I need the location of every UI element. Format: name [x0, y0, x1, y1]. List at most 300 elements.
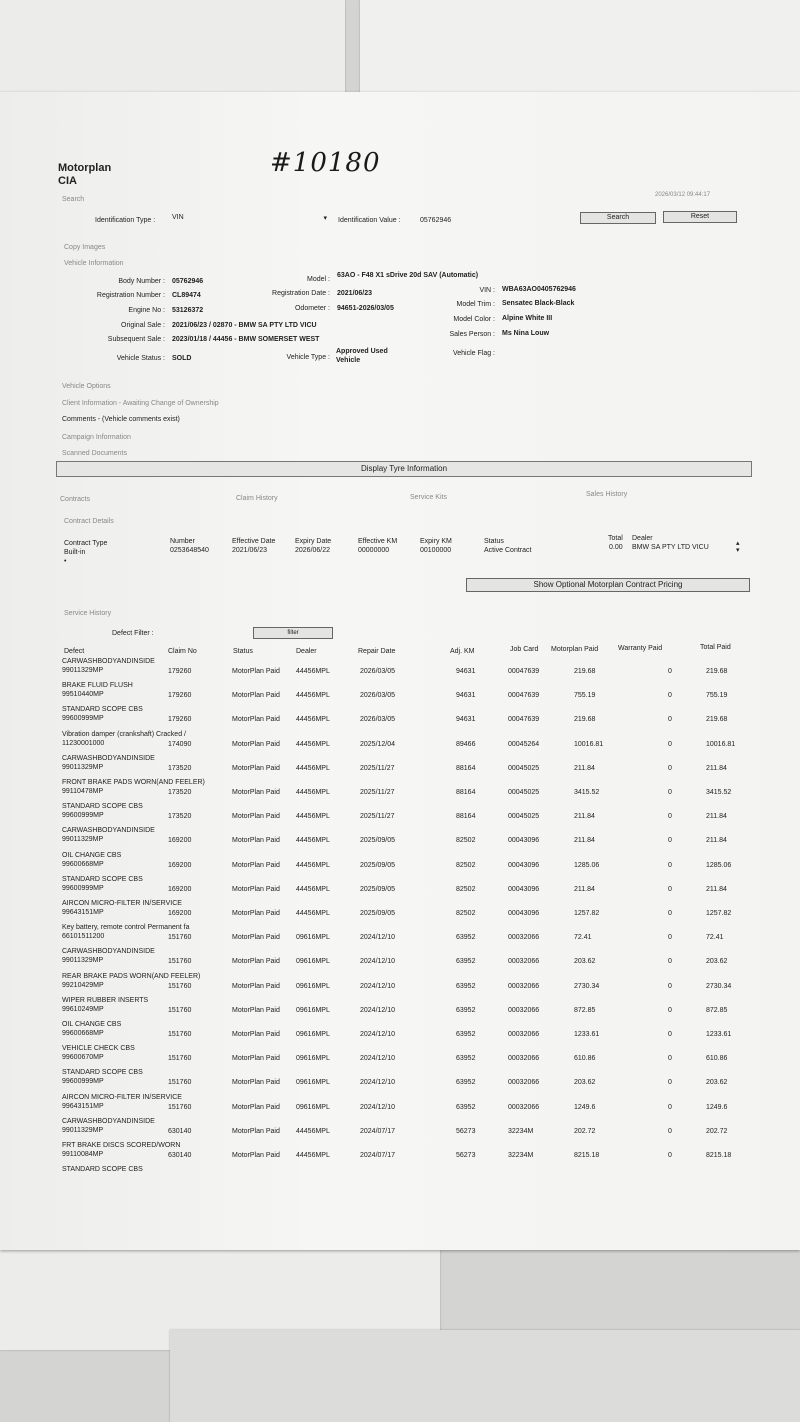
row-part-number: 99011329MP: [62, 1126, 104, 1134]
id-type-label: Identification Type :: [95, 217, 156, 224]
row-part-number: 66101511200: [62, 933, 105, 941]
row-warranty-paid: 0: [668, 764, 672, 772]
row-repair-date: 2025/11/27: [360, 813, 395, 821]
row-total-paid: 2730.34: [706, 982, 732, 990]
vehicle-status-label: Vehicle Status :: [116, 355, 165, 362]
row-status: MotorPlan Paid: [232, 1103, 280, 1111]
model-trim-value: Sensatec Black-Black: [502, 300, 575, 307]
row-claim-no: 151760: [168, 1103, 192, 1111]
contract-effective-km-value: 00000000: [358, 547, 390, 554]
row-warranty-paid: 0: [668, 837, 672, 845]
tab-contracts[interactable]: Contracts: [60, 496, 90, 503]
campaign-information-link[interactable]: Campaign Information: [62, 434, 131, 441]
row-adj-km: 63952: [456, 934, 476, 942]
contract-header-number: Number: [170, 538, 195, 545]
contract-header-type: Contract Type: [64, 540, 108, 547]
row-repair-date: 2024/12/10: [360, 1103, 396, 1111]
row-motorplan-paid: 203.62: [574, 1079, 596, 1087]
row-motorplan-paid: 219.68: [574, 716, 596, 724]
row-adj-km: 88164: [456, 789, 476, 796]
row-status: MotorPlan Paid: [232, 692, 280, 700]
row-job-card: 00032066: [508, 1031, 540, 1038]
row-claim-no: 169200: [168, 861, 192, 869]
row-total-paid: 1257.82: [706, 910, 732, 917]
table-row: [0, 779, 800, 803]
vehicle-type-value: Approved Used Vehicle: [336, 348, 388, 364]
display-tyre-button[interactable]: Display Tyre Information: [56, 461, 752, 477]
row-warranty-paid: 0: [668, 668, 672, 675]
row-adj-km: 94631: [456, 716, 476, 724]
row-motorplan-paid: 202.72: [574, 1127, 596, 1135]
tab-sales-history[interactable]: Sales History: [586, 491, 628, 498]
row-repair-date: 2024/07/17: [360, 1152, 396, 1159]
row-total-paid: 219.68: [706, 668, 728, 675]
row-part-number: 99210429MP: [62, 981, 104, 989]
row-total-paid: 1233.61: [706, 1031, 732, 1038]
row-dealer: 44456MPL: [296, 668, 330, 675]
row-motorplan-paid: 211.84: [574, 764, 595, 772]
row-motorplan-paid: 1285.06: [574, 861, 600, 869]
row-job-card: 00047639: [508, 716, 540, 724]
row-defect: VEHICLE CHECK CBS: [62, 1045, 135, 1053]
tab-service-kits[interactable]: Service Kits: [410, 494, 447, 501]
odometer-value: 94651-2026/03/05: [337, 305, 394, 312]
row-part-number: 99011329MP: [62, 667, 104, 674]
row-motorplan-paid: 211.84: [574, 885, 595, 893]
row-job-card: 00045025: [508, 764, 540, 772]
row-status: MotorPlan Paid: [232, 813, 280, 821]
table-row: [0, 876, 800, 900]
id-type-select[interactable]: [172, 214, 327, 225]
row-warranty-paid: 0: [668, 1031, 672, 1038]
row-dealer: 44456MPL: [296, 1127, 330, 1135]
row-claim-no: 179260: [168, 668, 192, 675]
col-header-adj-km: Adj. KM: [450, 648, 475, 655]
registration-date-label: Registration Date :: [272, 290, 330, 297]
table-row: [0, 658, 800, 682]
print-timestamp: 2026/03/12 09:44:17: [655, 192, 711, 198]
model-value: 63AO - F48 X1 sDrive 20d SAV (Automatic): [337, 272, 479, 279]
row-repair-date: 2025/11/27: [360, 764, 395, 772]
defect-filter-label: Defect Filter :: [112, 630, 154, 637]
col-header-total-paid: Total Paid: [700, 644, 731, 651]
row-status: MotorPlan Paid: [232, 1127, 280, 1135]
table-row: [0, 1142, 800, 1166]
row-defect: STANDARD SCOPE CBS: [62, 875, 143, 883]
row-motorplan-paid: 1233.61: [574, 1031, 600, 1038]
row-claim-no: 169200: [168, 885, 192, 893]
row-repair-date: 2024/12/10: [360, 1079, 396, 1087]
row-motorplan-paid: 211.84: [574, 837, 595, 845]
row-part-number: 99110478MP: [62, 788, 104, 795]
table-row: [0, 682, 800, 706]
row-part-number: 99011329MP: [62, 836, 104, 844]
row-status: MotorPlan Paid: [232, 982, 280, 990]
contract-header-total: Total: [608, 535, 623, 542]
row-warranty-paid: 0: [668, 1127, 672, 1135]
sort-arrows-icon[interactable]: ▴ ▾: [736, 540, 740, 554]
row-repair-date: 2026/03/05: [360, 692, 396, 700]
row-claim-no: 630140: [168, 1127, 192, 1135]
row-total-paid: 211.84: [706, 885, 727, 893]
background-paper: [170, 1330, 800, 1422]
row-total-paid: 3415.52: [706, 789, 732, 796]
row-repair-date: 2026/03/05: [360, 716, 396, 724]
row-adj-km: 56273: [456, 1127, 476, 1135]
table-row: [0, 803, 800, 827]
col-header-dealer: Dealer: [296, 648, 317, 655]
row-claim-no: 174090: [168, 740, 192, 748]
row-job-card: 00043096: [508, 910, 540, 917]
row-dealer: 09616MPL: [296, 1031, 330, 1038]
row-status: MotorPlan Paid: [232, 1031, 280, 1038]
row-status: MotorPlan Paid: [232, 958, 280, 966]
id-value-input[interactable]: 05762946: [420, 217, 452, 224]
model-trim-label: Model Trim :: [456, 301, 495, 308]
sales-person-label: Sales Person :: [449, 331, 495, 338]
row-claim-no: 173520: [168, 789, 192, 796]
row-motorplan-paid: 72.41: [574, 934, 592, 942]
row-total-paid: 211.84: [706, 813, 727, 821]
app-subtitle: CIA: [58, 175, 77, 187]
row-warranty-paid: 0: [668, 1055, 672, 1063]
row-defect: CARWASHBODYANDINSIDE: [62, 827, 155, 835]
row-status: MotorPlan Paid: [232, 1055, 280, 1063]
row-part-number: 11230001000: [62, 739, 105, 747]
row-defect: OIL CHANGE CBS: [62, 851, 122, 859]
row-part-number: 99600999MP: [62, 1078, 104, 1086]
row-adj-km: 63952: [456, 982, 476, 990]
row-defect: CARWASHBODYANDINSIDE: [62, 658, 155, 665]
row-part-number: 99643151MP: [62, 1102, 104, 1110]
row-repair-date: 2024/12/10: [360, 958, 396, 966]
original-sale-value: 2021/06/23 / 02870 - BMW SA PTY LTD VICU: [172, 322, 317, 329]
row-warranty-paid: 0: [668, 958, 672, 966]
row-adj-km: 82502: [456, 861, 476, 869]
row-status: MotorPlan Paid: [232, 789, 280, 796]
row-total-paid: 755.19: [706, 692, 728, 700]
id-value-label: Identification Value :: [338, 217, 401, 224]
row-warranty-paid: 0: [668, 910, 672, 917]
contract-header-effective-km: Effective KM: [358, 538, 398, 545]
row-repair-date: 2025/12/04: [360, 740, 396, 748]
row-job-card: 00032066: [508, 1079, 540, 1087]
row-warranty-paid: 0: [668, 982, 672, 990]
row-total-paid: 610.86: [706, 1055, 728, 1063]
contract-expiry-km-value: 00100000: [420, 547, 452, 554]
row-repair-date: 2025/09/05: [360, 837, 396, 845]
row-warranty-paid: 0: [668, 716, 672, 724]
contract-number-value: 0253648540: [170, 547, 209, 554]
row-total-paid: 219.68: [706, 716, 728, 724]
row-dealer: 44456MPL: [296, 716, 330, 724]
row-motorplan-paid: 872.85: [574, 1006, 596, 1014]
row-part-number: 99110084MP: [62, 1151, 104, 1158]
row-repair-date: 2024/12/10: [360, 982, 396, 990]
engine-no-value: 53126372: [172, 307, 204, 314]
row-total-paid: 211.84: [706, 764, 727, 772]
row-job-card: 00047639: [508, 668, 540, 675]
row-defect: BRAKE FLUID FLUSH: [62, 682, 133, 690]
tab-claim-history[interactable]: Claim History: [236, 495, 278, 502]
row-warranty-paid: 0: [668, 813, 672, 821]
row-adj-km: 63952: [456, 1006, 476, 1014]
row-defect: STANDARD SCOPE CBS: [62, 1069, 143, 1077]
row-dealer: 44456MPL: [296, 1152, 330, 1159]
row-dealer: 09616MPL: [296, 1006, 330, 1014]
row-repair-date: 2025/09/05: [360, 910, 396, 917]
row-part-number: 99600999MP: [62, 884, 104, 892]
row-total-paid: 1249.6: [706, 1103, 728, 1111]
table-row: [0, 997, 800, 1021]
background-paper: [360, 0, 800, 100]
row-defect: FRONT BRAKE PADS WORN(AND FEELER): [62, 779, 205, 786]
row-part-number: 99600668MP: [62, 860, 104, 868]
row-dealer: 44456MPL: [296, 910, 330, 917]
row-claim-no: 151760: [168, 982, 192, 990]
row-warranty-paid: 0: [668, 885, 672, 893]
row-claim-no: 179260: [168, 716, 192, 724]
row-job-card: 00045264: [508, 740, 540, 748]
show-pricing-button[interactable]: Show Optional Motorplan Contract Pricing: [466, 578, 750, 592]
row-repair-date: 2024/12/10: [360, 1006, 396, 1014]
row-motorplan-paid: 203.62: [574, 958, 596, 966]
trailing-defect: STANDARD SCOPE CBS: [62, 1166, 143, 1173]
table-row: [0, 706, 800, 730]
table-row: [0, 973, 800, 997]
row-motorplan-paid: 219.68: [574, 668, 596, 675]
contract-details-heading: Contract Details: [64, 518, 114, 525]
row-adj-km: 63952: [456, 1079, 476, 1087]
row-part-number: 99510440MP: [62, 691, 104, 699]
row-job-card: 00032066: [508, 1006, 540, 1014]
row-repair-date: 2025/09/05: [360, 861, 396, 869]
row-part-number: 99600668MP: [62, 1030, 104, 1037]
row-part-number: 99011329MP: [62, 957, 104, 965]
col-header-status: Status: [233, 648, 253, 655]
row-warranty-paid: 0: [668, 789, 672, 796]
row-defect: AIRCON MICRO-FILTER IN/SERVICE: [62, 1093, 182, 1101]
row-motorplan-paid: 3415.52: [574, 789, 600, 796]
row-repair-date: 2024/07/17: [360, 1127, 396, 1135]
row-status: MotorPlan Paid: [232, 716, 280, 724]
row-total-paid: 203.62: [706, 1079, 728, 1087]
table-row: [0, 827, 800, 851]
table-row: [0, 731, 800, 755]
row-warranty-paid: 0: [668, 1079, 672, 1087]
filter-button[interactable]: filter: [253, 627, 333, 639]
row-claim-no: 151760: [168, 1031, 192, 1038]
row-dealer: 44456MPL: [296, 692, 330, 700]
row-claim-no: 151760: [168, 958, 192, 966]
row-total-paid: 1285.06: [706, 861, 732, 869]
odometer-label: Odometer :: [294, 305, 330, 312]
vehicle-flag-label: Vehicle Flag :: [452, 350, 495, 357]
copy-images-link[interactable]: Copy Images: [64, 244, 106, 251]
col-header-job-card: Job Card: [510, 646, 539, 653]
contract-type-value: Built-in: [64, 549, 86, 556]
row-adj-km: 89466: [456, 740, 476, 748]
contract-status-value: Active Contract: [484, 547, 532, 554]
row-dealer: 44456MPL: [296, 837, 330, 845]
row-adj-km: 82502: [456, 885, 476, 893]
row-repair-date: 2024/12/10: [360, 934, 396, 942]
row-dealer: 44456MPL: [296, 885, 330, 893]
row-adj-km: 63952: [456, 1055, 476, 1063]
row-adj-km: 94631: [456, 692, 476, 700]
handwritten-note: #10180: [270, 148, 381, 178]
model-color-value: Alpine White III: [502, 315, 553, 322]
row-adj-km: 63952: [456, 1103, 476, 1111]
client-information-link[interactable]: Client Information - Awaiting Change of Ownership: [62, 400, 219, 407]
vehicle-type-label: Vehicle Type :: [286, 354, 330, 361]
row-adj-km: 82502: [456, 837, 476, 845]
row-status: MotorPlan Paid: [232, 668, 280, 675]
row-total-paid: 72.41: [706, 934, 724, 942]
scanned-documents-link[interactable]: Scanned Documents: [62, 450, 127, 457]
row-job-card: 00043096: [508, 885, 540, 893]
original-sale-label: Original Sale :: [121, 322, 165, 329]
row-defect: Vibration damper (crankshaft) Cracked /: [62, 730, 186, 738]
table-row: [0, 948, 800, 972]
row-dealer: 44456MPL: [296, 740, 330, 748]
row-adj-km: 82502: [456, 910, 476, 917]
row-repair-date: 2025/11/27: [360, 789, 395, 796]
app-title: Motorplan: [58, 162, 112, 174]
contract-header-expiry-date: Expiry Date: [295, 538, 332, 545]
row-dealer: 44456MPL: [296, 764, 330, 772]
search-button[interactable]: Search: [580, 212, 656, 224]
col-header-motorplan-paid: Motorplan Paid: [551, 646, 599, 653]
row-status: MotorPlan Paid: [232, 837, 280, 845]
row-part-number: 99600670MP: [62, 1054, 104, 1062]
model-label: Model :: [307, 276, 330, 283]
table-row: [0, 924, 800, 948]
row-dealer: 09616MPL: [296, 958, 330, 966]
row-dealer: 09616MPL: [296, 934, 330, 942]
row-adj-km: 63952: [456, 1031, 476, 1038]
table-row: [0, 852, 800, 876]
row-total-paid: 202.72: [706, 1127, 728, 1135]
service-history-heading: Service History: [64, 610, 112, 617]
row-motorplan-paid: 1257.82: [574, 910, 600, 917]
row-status: MotorPlan Paid: [232, 1006, 280, 1014]
row-repair-date: 2025/09/05: [360, 885, 396, 893]
registration-number-value: CL89474: [172, 292, 201, 299]
row-claim-no: 151760: [168, 1079, 192, 1087]
row-status: MotorPlan Paid: [232, 764, 280, 772]
row-warranty-paid: 0: [668, 861, 672, 869]
row-job-card: 00045025: [508, 813, 540, 821]
row-status: MotorPlan Paid: [232, 934, 280, 942]
table-row: [0, 1021, 800, 1045]
row-warranty-paid: 0: [668, 1103, 672, 1111]
row-dealer: 09616MPL: [296, 1055, 330, 1063]
body-number-value: 05762946: [172, 278, 204, 285]
row-total-paid: 8215.18: [706, 1152, 732, 1159]
row-repair-date: 2024/12/10: [360, 1031, 396, 1038]
col-header-repair-date: Repair Date: [358, 648, 396, 655]
table-row: [0, 900, 800, 924]
table-row: [0, 1069, 800, 1093]
row-job-card: 00043096: [508, 861, 540, 869]
table-row: [0, 1045, 800, 1069]
row-status: MotorPlan Paid: [232, 885, 280, 893]
vin-value: WBA63AO0405762946: [502, 286, 576, 293]
row-status: MotorPlan Paid: [232, 1152, 280, 1159]
row-defect: REAR BRAKE PADS WORN(AND FEELER): [62, 972, 201, 980]
row-defect: WIPER RUBBER INSERTS: [62, 996, 149, 1004]
row-job-card: 32234M: [508, 1127, 534, 1135]
row-motorplan-paid: 1249.6: [574, 1103, 596, 1111]
row-job-card: 00032066: [508, 958, 540, 966]
table-row: [0, 1118, 800, 1142]
row-status: MotorPlan Paid: [232, 861, 280, 869]
row-adj-km: 56273: [456, 1152, 476, 1159]
row-warranty-paid: 0: [668, 1152, 672, 1159]
row-defect: FRT BRAKE DISCS SCORED/WORN: [62, 1142, 181, 1149]
row-defect: CARWASHBODYANDINSIDE: [62, 948, 155, 956]
row-defect: Key battery, remote control Permanent fa: [62, 924, 190, 932]
row-dealer: 09616MPL: [296, 982, 330, 990]
row-total-paid: 10016.81: [706, 740, 736, 748]
table-row: [0, 755, 800, 779]
contract-header-effective-date: Effective Date: [232, 538, 276, 545]
row-defect: CARWASHBODYANDINSIDE: [62, 754, 155, 762]
row-claim-no: 630140: [168, 1152, 192, 1159]
row-job-card: 00032066: [508, 1055, 540, 1063]
vehicle-info-heading: Vehicle Information: [64, 260, 124, 267]
reset-button[interactable]: Reset: [663, 211, 737, 223]
row-part-number: 99600999MP: [62, 812, 104, 820]
row-defect: STANDARD SCOPE CBS: [62, 803, 143, 811]
row-dealer: 44456MPL: [296, 861, 330, 869]
row-dealer: 09616MPL: [296, 1079, 330, 1087]
row-adj-km: 88164: [456, 813, 476, 821]
row-part-number: 99643151MP: [62, 909, 104, 916]
row-warranty-paid: 0: [668, 692, 672, 700]
row-repair-date: 2024/12/10: [360, 1055, 396, 1063]
contract-dealer-value: BMW SA PTY LTD VICU: [632, 544, 709, 551]
row-total-paid: 872.85: [706, 1006, 728, 1014]
row-motorplan-paid: 2730.34: [574, 982, 600, 990]
col-header-claim-no: Claim No: [168, 648, 197, 655]
row-job-card: 00032066: [508, 934, 540, 942]
row-claim-no: 151760: [168, 934, 192, 942]
col-header-defect: Defect: [64, 648, 85, 655]
col-header-warranty-paid: Warranty Paid: [618, 645, 663, 652]
row-defect: CARWASHBODYANDINSIDE: [62, 1117, 155, 1125]
search-section-label: Search: [62, 196, 85, 203]
contract-row-bullet: •: [64, 558, 67, 565]
vehicle-options-link[interactable]: Vehicle Options: [62, 383, 111, 390]
row-defect: STANDARD SCOPE CBS: [62, 706, 143, 714]
contract-expiry-date-value: 2026/06/22: [295, 547, 331, 554]
row-claim-no: 169200: [168, 837, 192, 845]
row-status: MotorPlan Paid: [232, 1079, 280, 1087]
id-type-value: VIN: [172, 214, 184, 221]
contract-header-expiry-km: Expiry KM: [420, 538, 452, 545]
row-warranty-paid: 0: [668, 1006, 672, 1014]
row-claim-no: 151760: [168, 1055, 192, 1063]
row-motorplan-paid: 10016.81: [574, 740, 604, 748]
row-status: MotorPlan Paid: [232, 910, 280, 917]
row-job-card: 00032066: [508, 982, 540, 990]
model-color-label: Model Color :: [453, 316, 495, 323]
registration-number-label: Registration Number :: [96, 292, 165, 299]
row-job-card: 00032066: [508, 1103, 540, 1111]
comments-link[interactable]: Comments - (Vehicle comments exist): [62, 416, 180, 423]
